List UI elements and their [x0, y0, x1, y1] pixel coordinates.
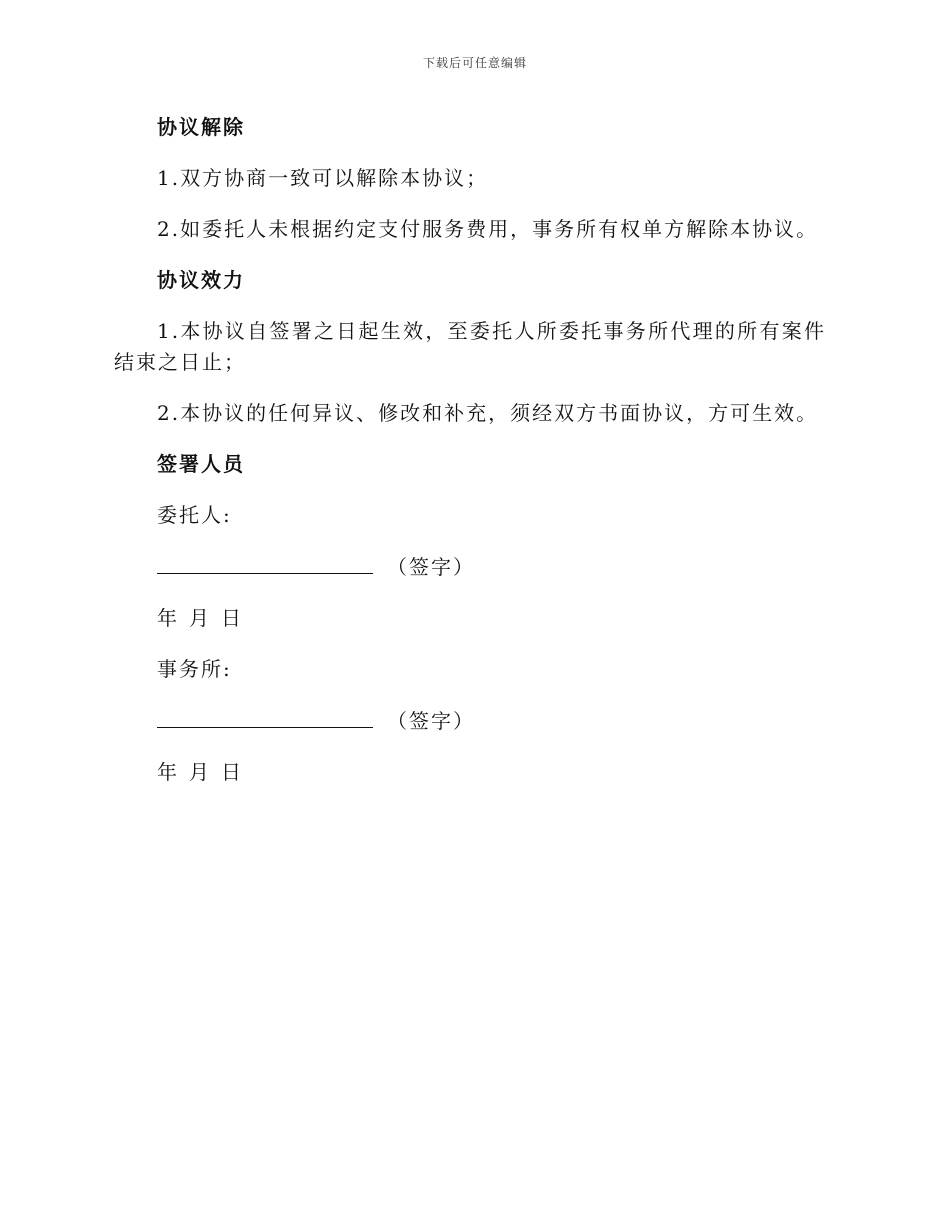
- firm-date: [114, 757, 826, 788]
- firm-sign-note: （签字）: [387, 709, 475, 733]
- client-date-day: 日: [221, 606, 243, 630]
- client-date-month: 月: [189, 606, 211, 630]
- termination-item-1: 1.双方协商一致可以解除本协议；: [157, 166, 489, 190]
- client-date-year: 年: [157, 606, 179, 630]
- termination-item-2: 2.如委托人未根据约定支付服务费用，事务所有权单方解除本协议。: [157, 217, 819, 241]
- client-sign-note: （签字）: [387, 555, 475, 579]
- heading-effect: 协议效力: [157, 268, 245, 292]
- heading-termination: 协议解除: [157, 115, 245, 139]
- document-body: [114, 112, 826, 808]
- firm-date-year: 年: [157, 760, 179, 784]
- firm-date-month: 月: [189, 760, 211, 784]
- firm-date-day: 日: [221, 760, 243, 784]
- client-signature-row: [114, 551, 826, 583]
- firm-signature-row: [114, 705, 826, 737]
- client-date: [114, 603, 826, 634]
- header-note: 下载后可任意编辑: [422, 56, 527, 70]
- firm-signature-line: [157, 705, 373, 728]
- client-signature-line: [157, 551, 373, 574]
- heading-signatures: 签署人员: [157, 452, 245, 476]
- effect-item-2: 2.本协议的任何异议、修改和补充，须经双方书面协议，方可生效。: [157, 401, 819, 425]
- firm-label: 事务所:: [157, 657, 232, 681]
- effect-item-1: 1.本协议自签署之日起生效，至委托人所委托事务所代理的所有案件结束之日止；: [114, 319, 826, 374]
- client-label: 委托人:: [157, 503, 232, 527]
